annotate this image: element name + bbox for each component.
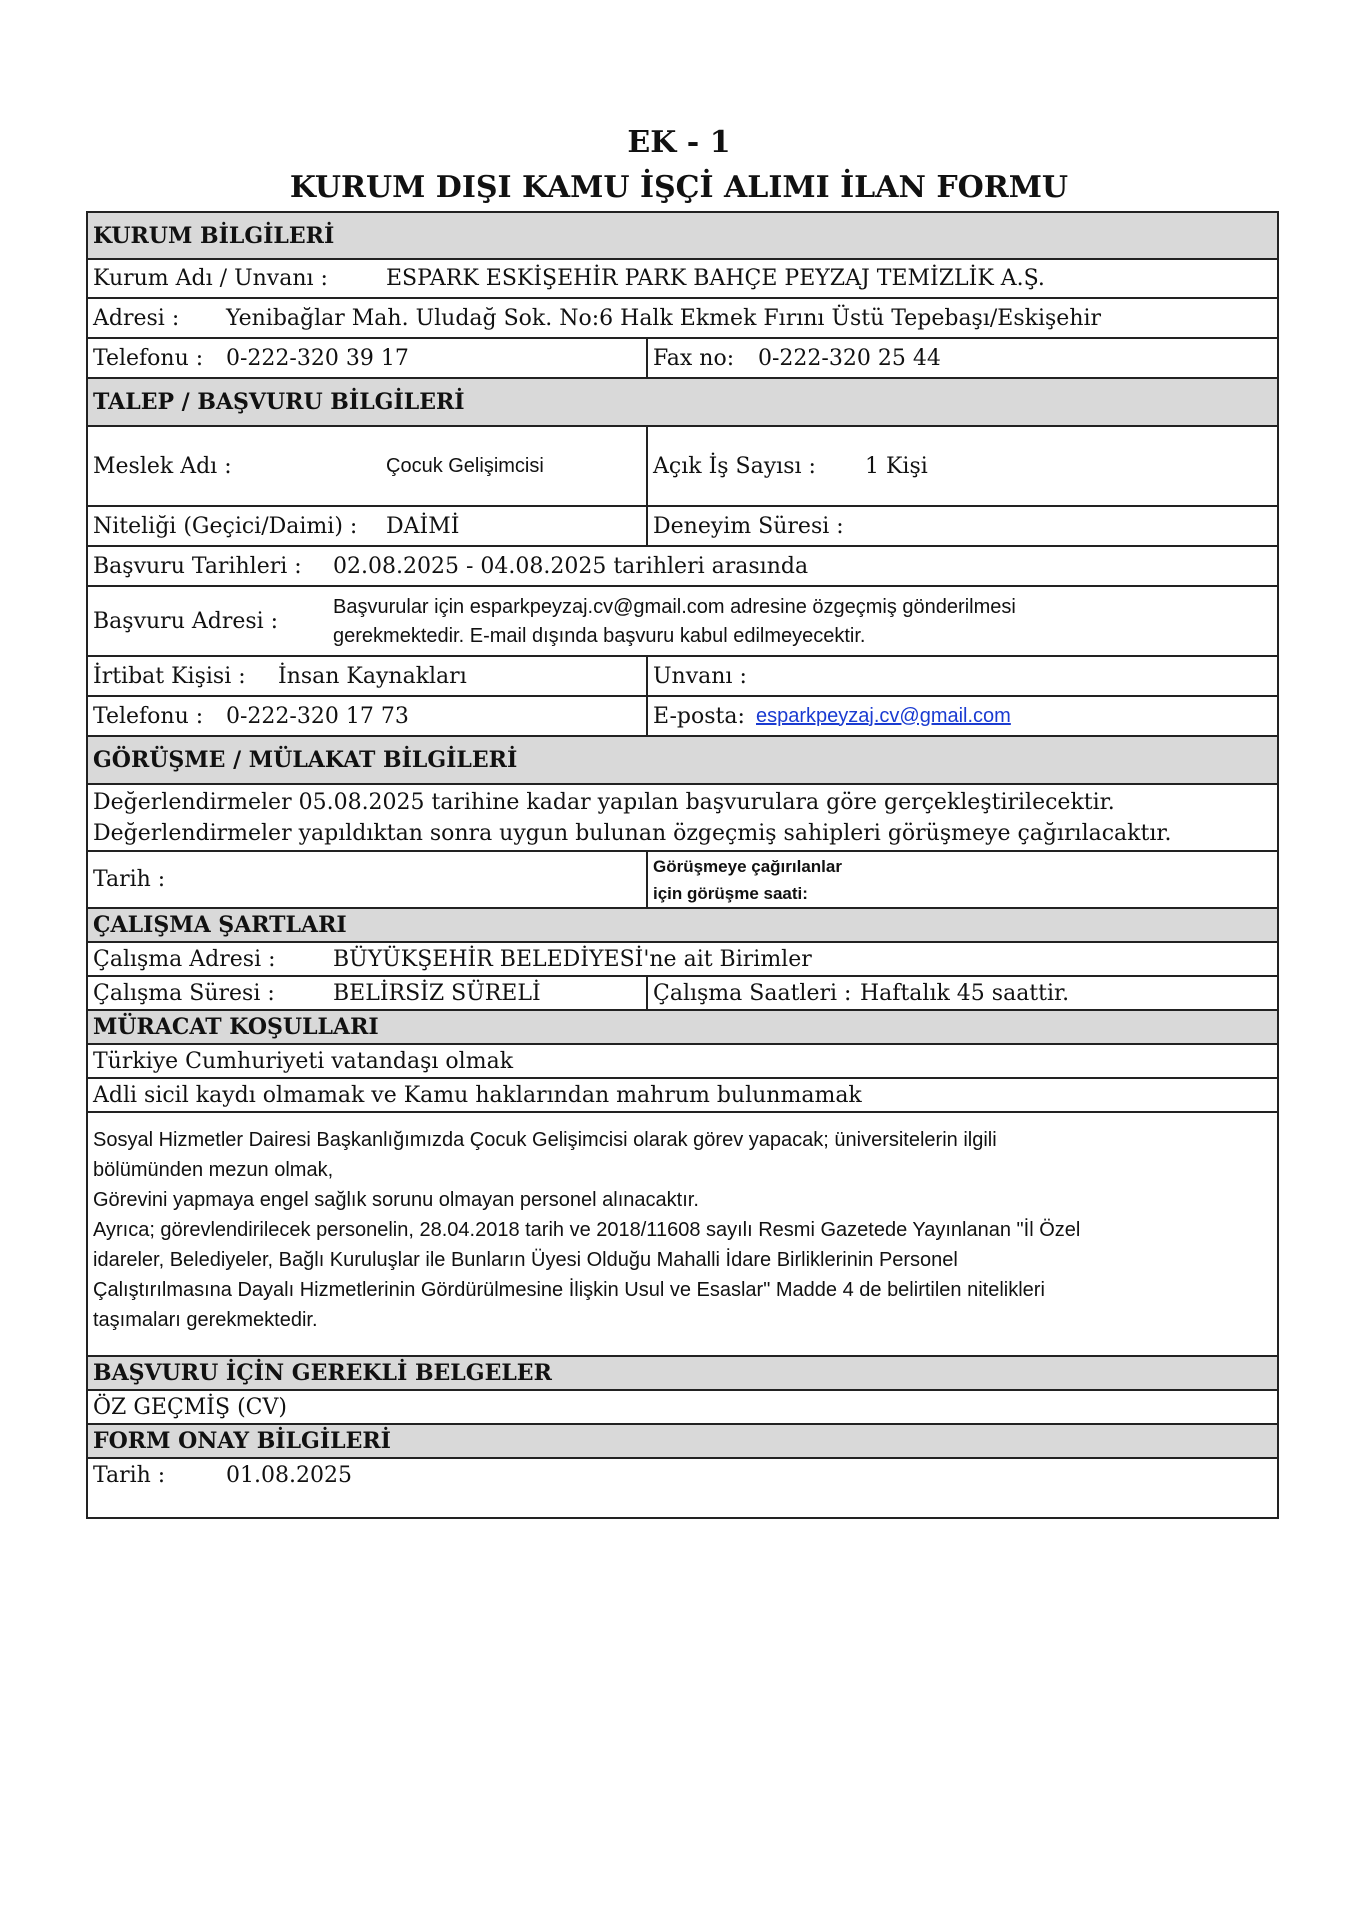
field-label: Adresi : bbox=[93, 305, 180, 331]
contact-phone: 0-222-320 17 73 bbox=[226, 703, 409, 729]
email-link[interactable]: esparkpeyzaj.cv@gmail.com bbox=[756, 704, 1011, 727]
institution-phone: 0-222-320 39 17 bbox=[226, 345, 409, 371]
section-title: KURUM BİLGİLERİ bbox=[93, 222, 335, 249]
section-header-belgeler bbox=[88, 1357, 1277, 1391]
section-header-kurum bbox=[88, 213, 1277, 260]
row-degerlendirme bbox=[88, 785, 1277, 852]
job-announcement-form bbox=[86, 211, 1279, 1519]
field-label: Çalışma Saatleri : bbox=[653, 980, 852, 1006]
field-label: E-posta: bbox=[653, 703, 745, 729]
row-calisma-adresi bbox=[88, 943, 1277, 977]
conditions-paragraph: Sosyal Hizmetler Dairesi Başkanlığımızda Çocuk Gelişimcisi olarak görev yapacak; üniversitelerin ilgili bölümünden mezun olmak, Görevini yapmaya engel sağlık sorunu olmayan personel alınacaktır. Ayrıca; görevlendirilecek personelin, 28.04.2018 tarih ve 2018/11608 sayılı Resmi Gazetede Yayınlanan "İl Özel idareler, Belediyeler, Bağlı Kuruluşlar ile Bunların Üyesi Olduğu Mahalli İdare Birliklerinin Personel Çalıştırılmasına Dayalı Hizmetlerinin Gördürülmesine İlişkin Usul ve Esaslar" Madde 4 de belirtilen nitelikleri taşımaları gerekmektedir. bbox=[93, 1129, 1081, 1331]
row-kosul-2 bbox=[88, 1079, 1277, 1113]
condition-item: Adli sicil kaydı olmamak ve Kamu haklarından mahrum bulunmamak bbox=[93, 1082, 862, 1108]
field-label: Niteliği (Geçici/Daimi) : bbox=[93, 513, 358, 539]
row-irtibat bbox=[88, 657, 1277, 697]
section-title: ÇALIŞMA ŞARTLARI bbox=[93, 912, 347, 938]
row-adres bbox=[88, 299, 1277, 339]
approval-date: 01.08.2025 bbox=[226, 1463, 352, 1488]
openings-count: 1 Kişi bbox=[865, 453, 928, 479]
field-label: Unvanı : bbox=[653, 663, 747, 689]
field-label: Fax no: bbox=[653, 345, 735, 371]
required-document: ÖZ GEÇMİŞ (CV) bbox=[93, 1394, 287, 1420]
section-title: GÖRÜŞME / MÜLAKAT BİLGİLERİ bbox=[93, 747, 518, 773]
field-label: Telefonu : bbox=[93, 703, 204, 729]
field-label: Çalışma Süresi : bbox=[93, 980, 275, 1006]
section-header-gorusme bbox=[88, 737, 1277, 785]
row-meslek bbox=[88, 427, 1277, 507]
application-dates: 02.08.2025 - 04.08.2025 tarihleri arasında bbox=[333, 553, 809, 579]
row-basvuru-adresi bbox=[88, 587, 1277, 657]
field-label: İrtibat Kişisi : bbox=[93, 663, 246, 689]
row-onay-tarih bbox=[88, 1459, 1277, 1517]
field-label: Başvuru Adresi : bbox=[93, 608, 279, 634]
field-label: Meslek Adı : bbox=[93, 453, 232, 479]
field-label: Açık İş Sayısı : bbox=[653, 453, 816, 479]
row-kosul-aciklama bbox=[88, 1113, 1277, 1357]
institution-name: ESPARK ESKİŞEHİR PARK BAHÇE PEYZAJ TEMİZLİK A.Ş. bbox=[386, 266, 1045, 291]
employment-nature: DAİMİ bbox=[386, 513, 460, 539]
section-title: MÜRACAT KOŞULLARI bbox=[93, 1014, 379, 1040]
work-address: BÜYÜKŞEHİR BELEDİYESİ'ne ait Birimler bbox=[333, 946, 812, 972]
section-title: FORM ONAY BİLGİLERİ bbox=[93, 1428, 391, 1454]
evaluation-note-2: Değerlendirmeler yapıldıktan sonra uygun bulunan özgeçmiş sahipleri görüşmeye çağırılacaktır. bbox=[93, 820, 1172, 846]
field-label: Telefonu : bbox=[93, 345, 204, 371]
field-label: Çalışma Adresi : bbox=[93, 946, 276, 972]
field-label: Başvuru Tarihleri : bbox=[93, 553, 302, 579]
condition-item: Türkiye Cumhuriyeti vatandaşı olmak bbox=[93, 1048, 514, 1074]
form-code: EK - 1 bbox=[627, 125, 731, 160]
contact-person: İnsan Kaynakları bbox=[278, 663, 467, 689]
institution-fax: 0-222-320 25 44 bbox=[758, 345, 941, 371]
section-title: BAŞVURU İÇİN GEREKLİ BELGELER bbox=[93, 1360, 552, 1386]
row-nitelik bbox=[88, 507, 1277, 547]
institution-address: Yenibağlar Mah. Uludağ Sok. No:6 Halk Ekmek Fırını Üstü Tepebaşı/Eskişehir bbox=[226, 305, 1102, 331]
section-header-onay bbox=[88, 1425, 1277, 1459]
field-label: Deneyim Süresi : bbox=[653, 513, 844, 539]
row-calisma-suresi bbox=[88, 977, 1277, 1011]
evaluation-note-1: Değerlendirmeler 05.08.2025 tarihine kadar yapılan başvurulara göre gerçekleştirilecektir. bbox=[93, 789, 1115, 815]
field-label: Tarih : bbox=[93, 867, 166, 892]
section-title: TALEP / BAŞVURU BİLGİLERİ bbox=[93, 389, 465, 415]
row-telefon-fax bbox=[88, 339, 1277, 379]
row-basvuru-tarihleri bbox=[88, 547, 1277, 587]
interview-time-label-2: için görüşme saati: bbox=[653, 883, 808, 903]
interview-time-label-1: Görüşmeye çağırılanlar bbox=[653, 856, 842, 876]
job-title: Çocuk Gelişimcisi bbox=[386, 454, 544, 477]
form-title: KURUM DIŞI KAMU İŞÇİ ALIMI İLAN FORMU bbox=[289, 170, 1069, 205]
work-hours: Haftalık 45 saattir. bbox=[860, 980, 1070, 1006]
application-address: Başvurular için esparkpeyzaj.cv@gmail.com adresine özgeçmiş gönderilmesi gerekmektedir. E-mail dışında başvuru kabul edilmeyecektir. bbox=[333, 596, 1016, 647]
field-label: Tarih : bbox=[93, 1463, 166, 1488]
row-kosul-1 bbox=[88, 1045, 1277, 1079]
row-gorusme-tarih bbox=[88, 852, 1277, 909]
section-header-calisma bbox=[88, 909, 1277, 943]
section-header-muracat bbox=[88, 1011, 1277, 1045]
row-kurum-adi bbox=[88, 260, 1277, 299]
section-header-talep bbox=[88, 379, 1277, 427]
row-belge bbox=[88, 1391, 1277, 1425]
work-duration: BELİRSİZ SÜRELİ bbox=[333, 980, 541, 1006]
field-label: Kurum Adı / Unvanı : bbox=[93, 266, 328, 291]
row-iletisim bbox=[88, 697, 1277, 737]
